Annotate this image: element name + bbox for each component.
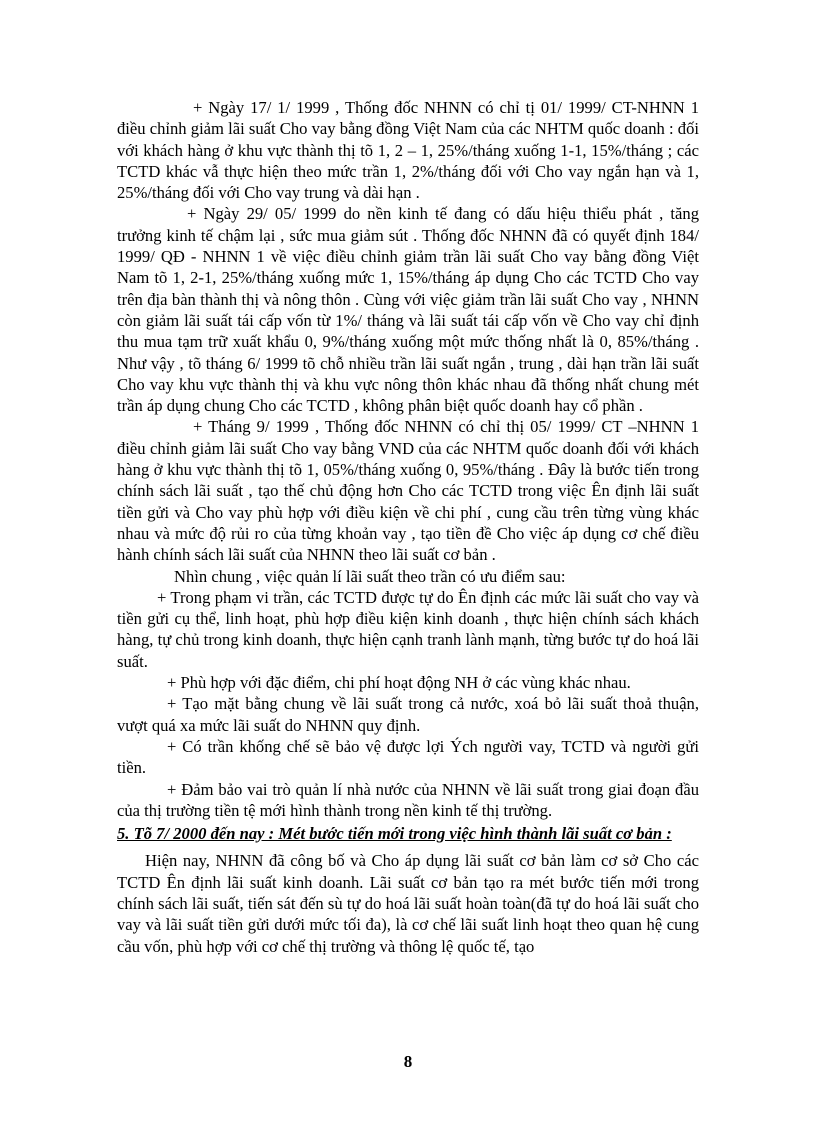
- list-item-advantage-1: + Trong phạm vi trần, các TCTD được tự do Ên định các mức lãi suất cho vay và tiền gửi cụ thể, linh hoạt, phù hợp điều kiện kinh doanh , thực hiện chính sách khách hàng, tự chủ trong kinh doanh, thực hiện cạnh tranh lành mạnh, từng bước tự do hoá lãi suất.: [117, 587, 699, 671]
- paragraph-sep-1999: + Tháng 9/ 1999 , Thống đốc NHNN có chỉ thị 05/ 1999/ CT –NHNN 1 điều chỉnh giảm lãi suất Cho vay bằng VND của các NHTM quốc doanh đối với khách hàng ở khu vực thành thị tõ 1, 05%/tháng xuống 0, 95%/tháng . Đây là bước tiến trong chính sách lãi suất , tạo thế chủ động hơn Cho các TCTD trong việc Ên định lãi suất tiền gửi và Cho vay phù hợp với điều kiện về chi phí , cung cầu trên từng vùng khác nhau và mức độ rủi ro của từng khoản vay , tạo tiền đề Cho việc áp dụng cơ chế điều hành chính sách lãi suất của NHNN theo lãi suất cơ bản .: [117, 417, 699, 565]
- paragraph-jan-1999: + Ngày 17/ 1/ 1999 , Thống đốc NHNN có chỉ tị 01/ 1999/ CT-NHNN 1 điều chỉnh giảm lãi suất Cho vay bằng đồng Việt Nam của các NHTM quốc doanh : đối với khách hàng ở khu vực thành thị tõ 1, 2 – 1, 25%/tháng xuống 1-1, 15%/tháng ; các TCTD khác vẫ thực hiện theo mức trần 1, 2%/tháng đối với Cho vay ngắn hạn và 1, 25%/tháng đối với Cho vay trung và dài hạn .: [117, 98, 699, 203]
- list-item-advantage-3: + Tạo mặt bằng chung về lãi suất trong cả nước, xoá bỏ lãi suất thoả thuận, vượt quá xa mức lãi suất do NHNN quy định.: [117, 694, 699, 735]
- list-item-advantage-4: + Có trần khống chế sẽ bảo vệ được lợi Ých người vay, TCTD và người gửi tiền.: [117, 736, 699, 778]
- section-heading: 5. Tõ 7/ 2000 đến nay : Mét bước tiến mới trong việc hình thành lãi suất cơ bản :: [117, 824, 672, 844]
- page-number: 8: [403, 1052, 413, 1071]
- document-body: [117, 97, 699, 957]
- paragraph-may-1999: + Ngày 29/ 05/ 1999 do nền kinh tế đang có dấu hiệu thiểu phát , tăng trưởng kinh tế chậm lại , sức mua giảm sút . Thống đốc NHNN đã có quyết định 184/ 1999/ QĐ - NHNN 1 về việc điều chỉnh giảm trần lãi suất Cho vay bằng đồng Việt Nam tõ 1, 2-1, 25%/tháng xuống mức 1, 15%/tháng áp dụng Cho các TCTD Cho vay trên địa bàn thành thị và nông thôn . Cùng với việc giảm trần lãi suất Cho vay , NHNN còn giảm lãi suất tái cấp vốn từ 1%/ tháng và lãi suất tái cấp vốn về Cho vay chỉ định thu mua tạm trữ xuất khẩu 0, 9%/tháng xuống một mức thống nhất là 0, 85%/tháng . Như vậy , tõ tháng 6/ 1999 tõ chỗ nhiều trần lãi suất ngắn , trung , dài hạn trần lãi suất Cho vay khu vực thành thị và khu vực nông thôn khác nhau đã thống nhất chung mét trần áp dụng chung Cho các TCTD , không phân biệt quốc doanh hay cổ phần .: [117, 204, 699, 416]
- paragraph-base-rate: Hiện nay, NHNN đã công bố và Cho áp dụng lãi suất cơ bản làm cơ sở Cho các TCTD Ên định lãi suất kinh doanh. Lãi suất cơ bản tạo ra mét bước tiến mới trong chính sách lãi suất, tiến sát đến sù tự do hoá lãi suất hoàn toàn(đã tự do hoá lãi suất cho vay và lãi suất tiền gửi dưới mức tối đa), là cơ chế lãi suất linh hoạt theo quan hệ cung cầu vốn, phù hợp với cơ chế thị trường và thông lệ quốc tế, tạo: [117, 851, 699, 956]
- list-item-advantage-5: + Đảm bảo vai trò quản lí nhà nước của NHNN về lãi suất trong giai đoạn đầu của thị trường tiền tệ mới hình thành trong nền kinh tế thị trường.: [117, 779, 699, 820]
- list-item-advantage-2: + Phù hợp với đặc điểm, chi phí hoạt động NH ở các vùng khác nhau.: [167, 673, 631, 693]
- paragraph-ceiling-summary: Nhìn chung , việc quản lí lãi suất theo trần có ưu điểm sau:: [174, 566, 566, 586]
